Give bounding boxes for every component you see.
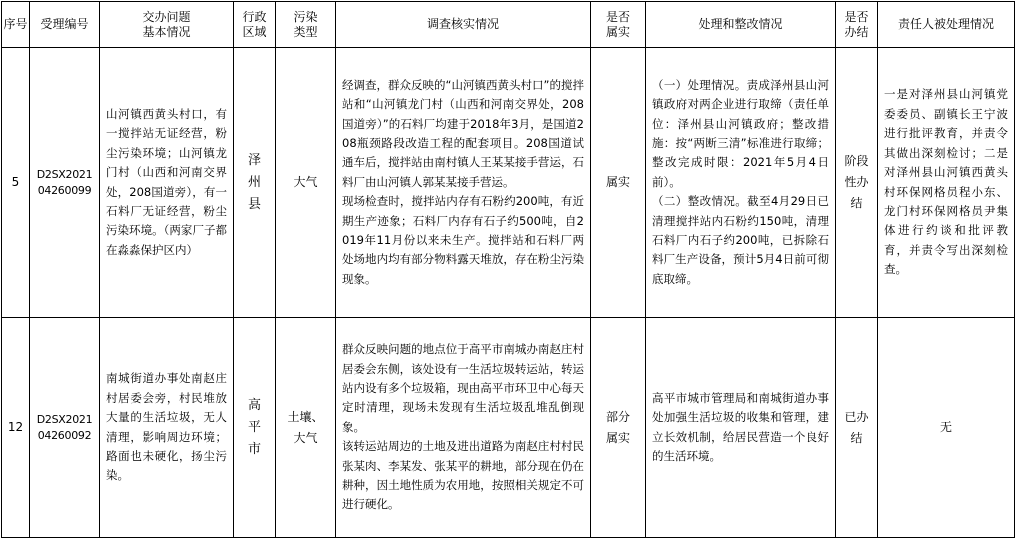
cell-verified: 部分 属实 (591, 318, 646, 538)
cell-verified: 属实 (591, 48, 646, 318)
cell-investigation: 群众反映问题的地点位于高平市南城办南赵庄村居委会东侧，该处设有一生活垃圾转运站，转运站内设有多个垃圾箱，现由高平市环卫中心每天定时清理，现场未发现有生活垃圾乱堆乱倒现象。 该转运站周边的土地及进出道路为南赵庄村村民张某肉、李某发、张某平的耕地，部分现在仍在耕种，因土地性质为农用地，按照相关规定不可进行硬化。 (336, 318, 591, 538)
header-closed: 是否 办结 (836, 2, 878, 48)
table-row (2, 48, 1015, 318)
cell-accountability: 无 (878, 318, 1015, 538)
cell-code: D2SX2021 04260099 (30, 48, 100, 318)
cell-closed: 已办 结 (836, 318, 878, 538)
header-verified: 是否 属实 (591, 2, 646, 48)
case-table (1, 1, 1015, 538)
cell-code: D2SX2021 04260092 (30, 318, 100, 538)
cell-seq: 12 (2, 318, 30, 538)
header-pollution: 污染 类型 (276, 2, 336, 48)
cell-closed: 阶段 性办 结 (836, 48, 878, 318)
header-seq: 序号 (2, 2, 30, 48)
cell-seq: 5 (2, 48, 30, 318)
cell-handling: 高平市城市管理局和南城街道办事处加强生活垃圾的收集和管理，建立长效机制，给居民营造一个良好的生活环境。 (646, 318, 836, 538)
header-investigation: 调查核实情况 (336, 2, 591, 48)
cell-pollution: 大气 (276, 48, 336, 318)
cell-issue: 南城街道办事处南赵庄村居委会旁，村民堆放大量的生活垃圾，无人清理，影响周边环境；路面也未硬化，扬尘污染。 (100, 318, 234, 538)
header-handling: 处理和整改情况 (646, 2, 836, 48)
cell-region: 泽 州 县 (234, 48, 276, 318)
cell-handling: （一）处理情况。责成泽州县山河镇政府对两企业进行取缔（责任单位：泽州县山河镇政府；整改措施：按“两断三清”标准进行取缔；整改完成时限：2021年5月4日前）。 （二）整改情况。截至4月29日已清理搅拌站内石粉约150吨，清理石料厂内石子约200吨，已拆除石料厂生产设备，预计5月4日前可彻底取缔。 (646, 48, 836, 318)
header-row (2, 2, 1015, 48)
table-row (2, 318, 1015, 538)
header-region: 行政 区域 (234, 2, 276, 48)
cell-region: 高 平 市 (234, 318, 276, 538)
cell-pollution: 土壤、 大气 (276, 318, 336, 538)
cell-accountability: 一是对泽州县山河镇党委委员、副镇长王宁波进行批评教育，并责令其做出深刻检讨；二是对泽州县山河镇西黄头村环保网格员程小东、龙门村环保网格员尹集体进行约谈和批评教育，并责令写出深刻检查。 (878, 48, 1015, 318)
header-code: 受理编号 (30, 2, 100, 48)
cell-investigation: 经调查，群众反映的“山河镇西黄头村口”的搅拌站和“山河镇龙门村（山西和河南交界处，208国道旁）”的石料厂均建于2018年3月，是国道208瓶颈路段改造工程的配套项目。208国道试通车后，搅拌站由南村镇人王某某接手营运，石料厂由山河镇人郭某某接手营运。 现场检查时，搅拌站内存有石粉约200吨，有近期生产迹象；石料厂内存有石子约500吨，自2019年11月份以来未生产。搅拌站和石料厂两处场地内均有部分物料露天堆放，存在粉尘污染现象。 (336, 48, 591, 318)
cell-issue: 山河镇西黄头村口，有一搅拌站无证经营，粉尘污染环境；山河镇龙门村（山西和河南交界处，208国道旁），有一石料厂无证经营，粉尘污染环境。（两家厂子都在淼淼保护区内） (100, 48, 234, 318)
header-issue: 交办问题 基本情况 (100, 2, 234, 48)
header-accountability: 责任人被处理情况 (878, 2, 1015, 48)
